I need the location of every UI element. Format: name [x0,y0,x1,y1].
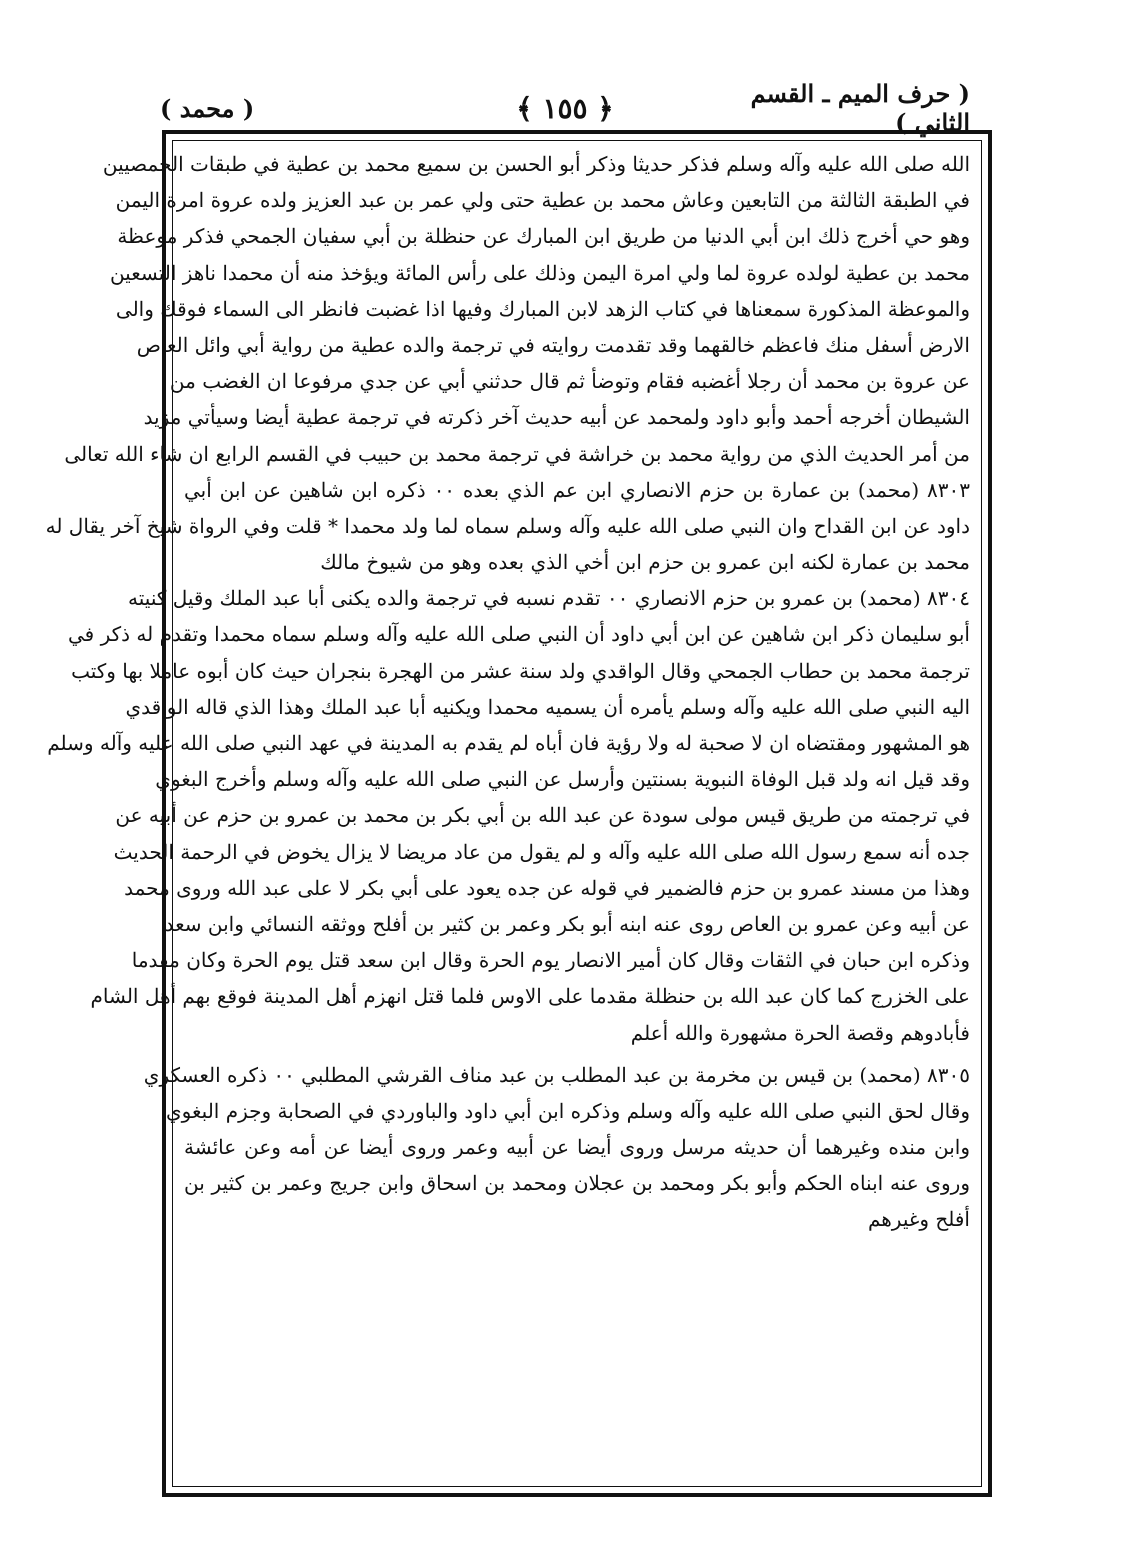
text-line: وهذا من مسند عمرو بن حزم فالضمير في قوله عن جده يعود على أبي بكر لا على عبد الله وروى محمد [124,875,970,900]
text-line: أفلح وغيرهم [867,1207,970,1232]
running-head-keyword: ( محمد ) [160,93,255,123]
text-line: عن عروة بن محمد أن رجلا أغضبه فقام وتوضأ ثم قال حدثني أبي عن جدي مرفوعا ان الغضب من [169,369,970,394]
text-line: فأبادوهم وقصة الحرة مشهورة والله أعلم [630,1020,970,1045]
text-line: الشيطان أخرجه أحمد وأبو داود ولمحمد عن أبيه حديث آخر ذكرته في ترجمة عطية أيضا وسيأتي مزيد [143,405,970,430]
entry-heading-line: ٨٣٠٣ (محمد) بن عمارة بن حزم الانصاري ابن عم الذي بعده ٠٠ ذكره ابن شاهين عن ابن أبي [184,477,970,502]
text-line: وابن منده وغيرهما أن حديثه مرسل وروى أيضا عن أبيه وعمر وروى أيضا عن أمه وعن عائشة [184,1135,970,1160]
text-line: وهو حي أخرج ذلك ابن أبي الدنيا من طريق ابن المبارك عن حنظلة بن أبي سفيان الجمحي فذكر موعظة [117,224,970,249]
entry-heading-line: ٨٣٠٤ (محمد) بن عمرو بن حزم الانصاري ٠٠ تقدم نسبه في ترجمة والده يكنى أبا عبد الملك وقيل كنيته [128,586,970,611]
text-line: محمد بن عمارة لكنه ابن عمرو بن حزم ابن أخي الذي بعده وهو من شيوخ مالك [320,550,970,575]
page-header [160,79,970,137]
text-line: أبو سليمان ذكر ابن شاهين عن ابن أبي داود أن النبي صلى الله عليه وآله وسلم سماه محمدا وتقدم له ذكر في [68,622,970,647]
text-line: وقد قيل انه ولد قبل الوفاة النبوية بسنتين وأرسل عن النبي صلى الله عليه وآله وسلم وأخرج البغوي [155,767,970,792]
text-line: والموعظة المذكورة سمعناها في كتاب الزهد لابن المبارك وفيها اذا غضبت فانظر الى السماء فوقك والى [115,296,970,321]
text-line: على الخزرج كما كان عبد الله بن حنظلة مقدما على الاوس فلما قتل انهزم أهل المدينة فوقع بهم أهل الشام [90,984,970,1009]
running-head-section: ( حرف الميم ـ القسم الثاني ) [750,79,970,137]
text-line: ترجمة محمد بن حطاب الجمحي وقال الواقدي ولد سنة عشر من الهجرة بنجران حيث كان أبوه عاملا بها وكتب [71,658,970,683]
text-line: جده أنه سمع رسول الله صلى الله عليه وآله و لم يقول من عاد مريضا لا يزال يخوض في الرحمة الحديث [113,839,970,864]
text-line: عن أبيه وعن عمرو بن العاص روى عنه ابنه أبو بكر وعمر بن كثير بن أفلح ووثقه النسائي وابن سعد [164,911,970,936]
text-line: داود عن ابن القداح وان النبي صلى الله عليه وآله وسلم سماه لما ولد محمدا * قلت وفي الرواة شيخ آخر يقال له [45,513,970,538]
text-line: الارض أسفل منك فاعظم خالقهما وقد تقدمت روايته في ترجمة والده عطية من رواية أبي وائل العاص [136,332,970,357]
text-line: محمد بن عطية لولده عروة لما ولي امرة اليمن وذلك على رأس المائة ويؤخذ منه أن محمدا ناهز التسعين [109,260,970,285]
text-line: هو المشهور ومقتضاه ان لا صحبة له ولا رؤية فان أباه لم يقدم به المدينة في عهد النبي صلى الله عليه وآله وسلم [47,731,970,755]
text-line: وروى عنه ابناه الحكم وأبو بكر ومحمد بن عجلان ومحمد بن اسحاق وابن جريج وعمر بن كثير بن [184,1171,970,1196]
entry-heading-line: ٨٣٠٥ (محمد) بن قيس بن مخرمة بن عبد المطلب بن عبد مناف القرشي المطلبي ٠٠ ذكره العسكري [143,1062,970,1087]
text-line: وذكره ابن حبان في الثقات وقال كان أمير الانصار يوم الحرة وقال ابن سعد قتل يوم الحرة وكان مقدما [131,948,970,973]
body-text [45,146,970,1238]
text-line: في ترجمته من طريق قيس مولى سودة عن عبد الله بن أبي بكر بن محمد بن عمرو بن حزم عن أبيه عن [115,803,970,828]
text-line: من أمر الحديث الذي من رواية محمد بن خراشة في ترجمة محمد بن حبيب في القسم الرابع ان شاء الله تعالى [64,441,970,466]
page-number: ﴿ ١٥٥ ﴾ [516,91,614,125]
text-line: اليه النبي صلى الله عليه وآله وسلم يأمره أن يسميه محمدا ويكنيه أبا عبد الملك وهذا الذي قاله الواقدي [125,694,970,719]
text-line: في الطبقة الثالثة من التابعين وعاش محمد بن عطية حتى ولي عمر بن عبد العزيز ولده عروة امرة اليمن [115,188,970,213]
text-line: الله صلى الله عليه وآله وسلم فذكر حديثا وذكر أبو الحسن بن سميع محمد بن عطية في طبقات الحمصيين [102,152,970,176]
text-line: وقال لحق النبي صلى الله عليه وآله وسلم وذكره ابن أبي داود والباوردي في الصحابة وجزم البغوي [166,1098,970,1123]
